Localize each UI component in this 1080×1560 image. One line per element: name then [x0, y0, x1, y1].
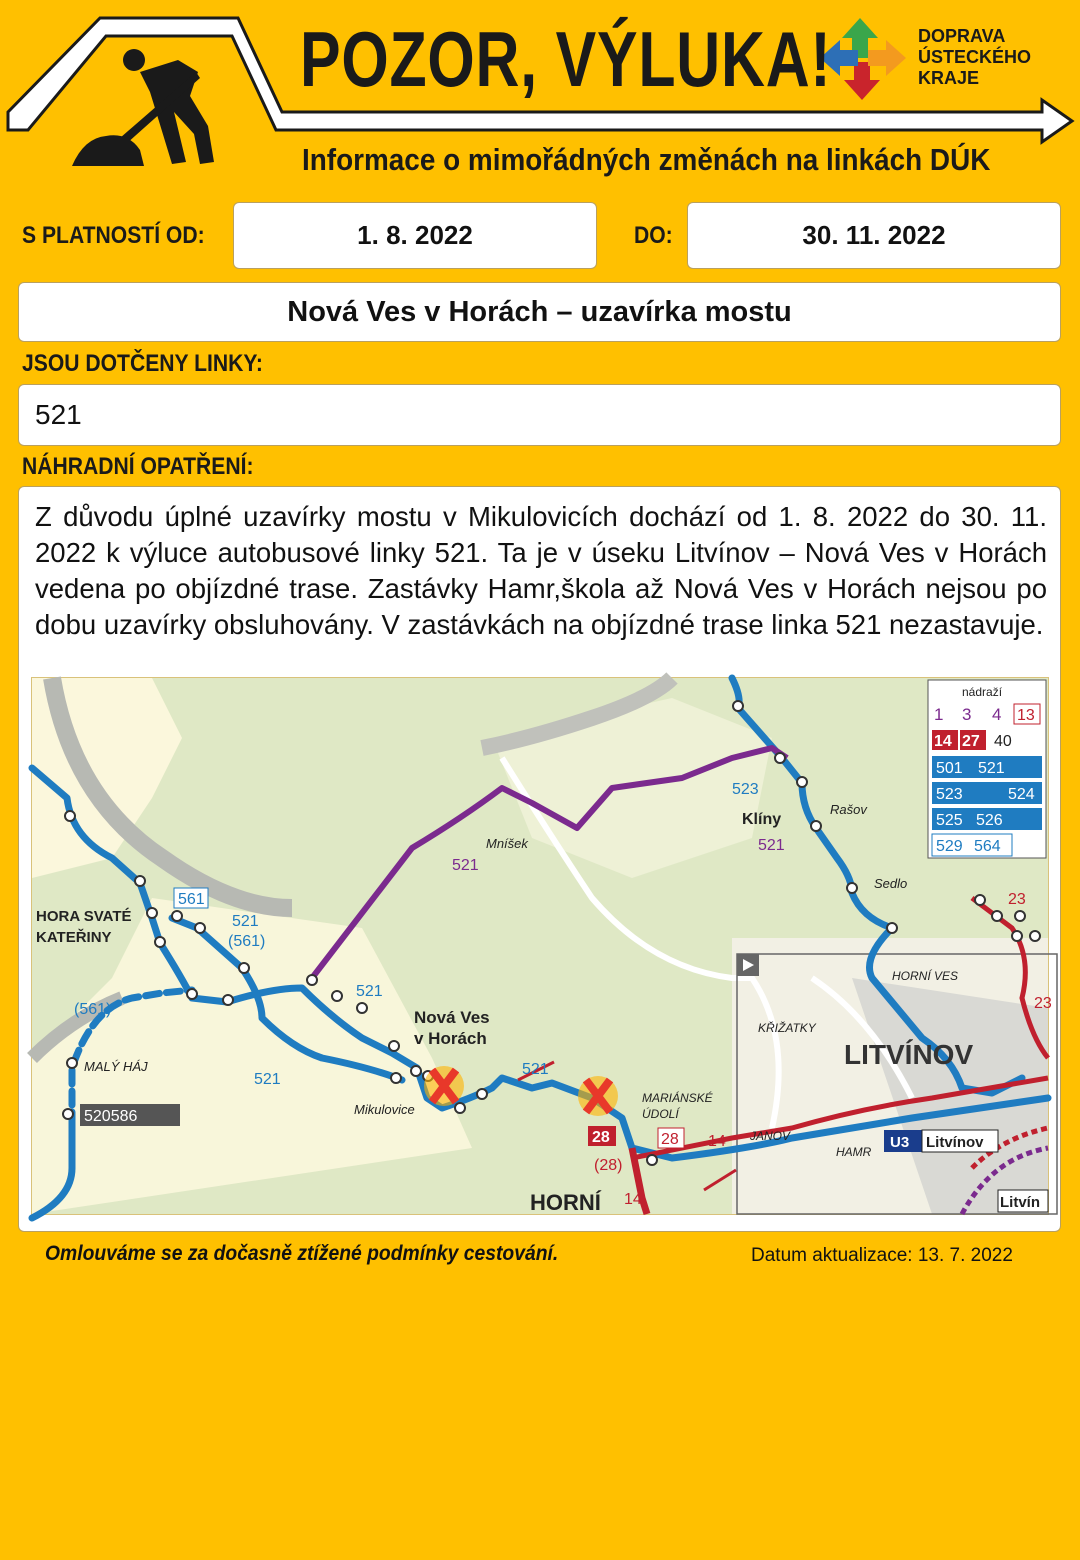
map-place: v Horách — [414, 1029, 487, 1048]
brand-line: ÚSTECKÉHO — [918, 47, 1032, 67]
route-label: (561) — [228, 933, 266, 950]
map-place: MALÝ HÁJ — [84, 1059, 148, 1074]
notice-title: Nová Ves v Horách – uzavírka mostu — [18, 282, 1061, 342]
map-place: KŘIŽATKY — [758, 1021, 816, 1035]
route-label: 521 — [758, 837, 785, 854]
route-label: 521 — [356, 983, 383, 1000]
legend-line: 501 — [936, 760, 963, 777]
route-label: 521 — [452, 857, 479, 874]
station-legend — [928, 680, 1046, 858]
replacement-label: NÁHRADNÍ OPATŘENÍ: — [22, 453, 254, 480]
station-tag-name-cut: Litvín — [1000, 1194, 1040, 1211]
legend-line: 564 — [974, 838, 1001, 855]
legend-line: 13 — [1017, 707, 1035, 724]
station-tag-line: U3 — [890, 1134, 910, 1151]
legend-line: 529 — [936, 838, 963, 855]
valid-from-label: S PLATNOSTÍ OD: — [22, 222, 205, 249]
legend-line: 27 — [962, 733, 980, 750]
route-label: 523 — [732, 781, 759, 798]
affected-lines-label: JSOU DOTČENY LINKY: — [22, 350, 263, 377]
brand-name — [918, 26, 1031, 89]
legend-line: 3 — [962, 705, 972, 724]
valid-to-label: DO: — [634, 222, 673, 249]
legend-line: 521 — [978, 760, 1005, 777]
replacement-box — [18, 486, 1061, 1232]
map-place: Klíny — [742, 811, 782, 828]
valid-from-value: 1. 8. 2022 — [233, 202, 597, 269]
brand-line: DOPRAVA — [918, 26, 1006, 46]
legend-line: 14 — [934, 733, 952, 750]
station-tag-name: Litvínov — [926, 1134, 984, 1151]
map-place: Rašov — [830, 802, 867, 817]
route-label: (28) — [594, 1157, 623, 1174]
affected-lines-value: 521 — [18, 384, 1061, 446]
route-label: (561) — [74, 1001, 112, 1018]
route-label: 561 — [178, 891, 205, 908]
update-date: Datum aktualizace: 13. 7. 2022 — [751, 1245, 1013, 1266]
legend-line: 1 — [934, 705, 944, 724]
map-place: LITVÍNOV — [844, 1039, 974, 1070]
map-place: HORNÍ — [530, 1190, 601, 1215]
map-place: Mikulovice — [354, 1102, 415, 1117]
map-place: HORNÍ VES — [892, 969, 959, 983]
route-label: 14 — [708, 1133, 726, 1150]
map-place: MARIÁNSKÉ — [642, 1091, 713, 1105]
map-place: HORA SVATÉ — [36, 908, 132, 925]
route-label: 28 — [592, 1129, 610, 1146]
detour-map — [31, 677, 1052, 1215]
map-svg — [32, 678, 1052, 1215]
route-label: 14 — [624, 1191, 642, 1208]
legend-line: 524 — [1008, 786, 1035, 803]
legend-line: 525 — [936, 812, 963, 829]
route-label: 520586 — [84, 1108, 138, 1125]
map-place: HAMR — [836, 1145, 872, 1159]
page-title: POZOR, VÝLUKA! — [300, 15, 832, 103]
route-label: 23 — [1034, 995, 1052, 1012]
route-label: 28 — [661, 1131, 679, 1148]
closure-marker-icon — [424, 1066, 464, 1106]
valid-to-value: 30. 11. 2022 — [687, 202, 1061, 269]
replacement-text: Z důvodu úplné uzavírky mostu v Mikulovicích dochází od 1. 8. 2022 do 30. 11. 2022 k výluce autobusové linky 521. Ta je v úseku Litvínov – Nová Ves v Horách vedena po objízdné trase. Zastávky Hamr,škola až Nová Ves v Horách nejsou po dobu uzavírky obsluhovány. V zastávkách na objízdné trase linka 521 nezastavuje. — [35, 501, 1047, 640]
legend-line: 523 — [936, 786, 963, 803]
map-place: Mníšek — [486, 836, 528, 851]
route-label: 521 — [254, 1071, 281, 1088]
page-subtitle: Informace o mimořádných změnách na linkách DÚK — [302, 142, 991, 177]
map-place: Sedlo — [874, 876, 908, 891]
map-place: ÚDOLÍ — [642, 1107, 679, 1121]
map-place: KATEŘINY — [36, 929, 112, 946]
closure-marker-icon — [578, 1076, 618, 1116]
route-label: 23 — [1008, 891, 1026, 908]
apology-note: Omlouváme se za dočasně ztížené podmínky cestování. — [45, 1242, 559, 1265]
legend-title: nádraží — [962, 685, 1003, 699]
legend-line: 40 — [994, 733, 1012, 750]
map-place: JANOV — [750, 1129, 791, 1143]
route-label: 521 — [522, 1061, 549, 1078]
brand-line: KRAJE — [918, 68, 980, 88]
route-label: 521 — [232, 913, 259, 930]
legend-line: 526 — [976, 812, 1003, 829]
map-place: Nová Ves — [414, 1008, 490, 1027]
legend-line: 4 — [992, 705, 1002, 724]
